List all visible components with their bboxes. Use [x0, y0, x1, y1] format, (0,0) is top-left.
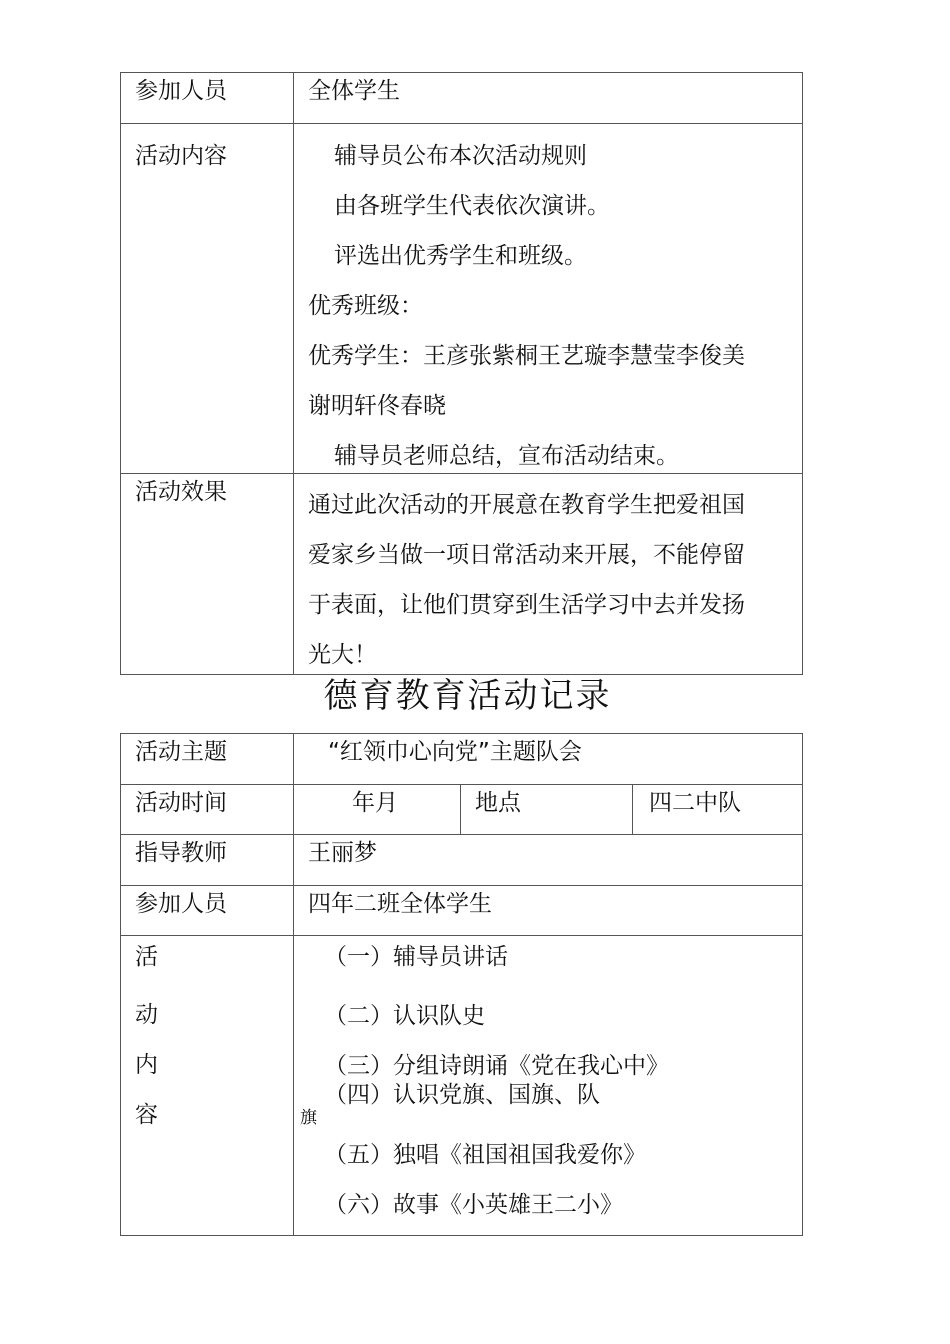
label-char: 内 — [135, 1052, 158, 1078]
effect-line: 通过此次活动的开展意在教育学生把爱祖国 — [308, 492, 745, 518]
content-cell — [294, 124, 803, 474]
content-label-vertical — [121, 936, 294, 1236]
participants-value-2: 四年二班全体学生 — [294, 886, 803, 936]
content-line: 评选出优秀学生和班级。 — [334, 243, 587, 269]
teacher-label: 指导教师 — [121, 835, 294, 886]
effect-line: 光大！ — [308, 642, 377, 668]
program-item: （五）独唱《祖国祖国我爱你》 — [324, 1142, 646, 1168]
participants-value: 全体学生 — [294, 73, 803, 124]
theme-value: “红领巾心向党”主题队会 — [294, 734, 803, 785]
activity-table-1 — [120, 72, 803, 675]
program-item: （三）分组诗朗诵《党在我心中》 — [324, 1053, 669, 1079]
content-label: 活动内容 — [121, 124, 294, 474]
time-label: 活动时间 — [121, 785, 294, 835]
participants-label-2: 参加人员 — [121, 886, 294, 936]
label-char: 容 — [135, 1102, 158, 1128]
label-char: 活 — [135, 944, 158, 970]
participants-label: 参加人员 — [121, 73, 294, 124]
content-line: 谢明轩佟春晓 — [308, 393, 446, 419]
theme-label: 活动主题 — [121, 734, 294, 785]
content-line: 辅导员公布本次活动规则 — [334, 143, 587, 169]
content-line: 由各班学生代表依次演讲。 — [334, 193, 610, 219]
content-line: 辅导员老师总结，宣布活动结束。 — [334, 443, 679, 469]
content-line: 优秀学生：王彦张紫桐王艺璇李慧莹李俊美 — [308, 343, 745, 369]
content-line: 优秀班级： — [308, 293, 423, 319]
place-value: 四二中队 — [633, 785, 803, 835]
program-cell — [294, 936, 803, 1236]
effect-label: 活动效果 — [121, 474, 294, 675]
place-label: 地点 — [461, 785, 633, 835]
effect-line: 爱家乡当做一项日常活动来开展，不能停留 — [308, 542, 745, 568]
time-value: 年月 — [294, 785, 461, 835]
activity-table-2 — [120, 733, 803, 1236]
program-item: （六）故事《小英雄王二小》 — [324, 1192, 623, 1218]
teacher-value: 王丽梦 — [294, 835, 803, 886]
program-item: （四）认识党旗、国旗、队 — [324, 1082, 600, 1108]
effect-cell — [294, 474, 803, 675]
program-item: （二）认识队史 — [324, 1003, 485, 1029]
program-item: （一）辅导员讲话 — [324, 944, 508, 970]
label-char: 动 — [135, 1002, 158, 1028]
effect-line: 于表面，让他们贯穿到生活学习中去并发扬 — [308, 592, 745, 618]
record-title: 德育教育活动记录 — [323, 676, 612, 716]
program-item-overflow: 旗 — [300, 1108, 317, 1128]
